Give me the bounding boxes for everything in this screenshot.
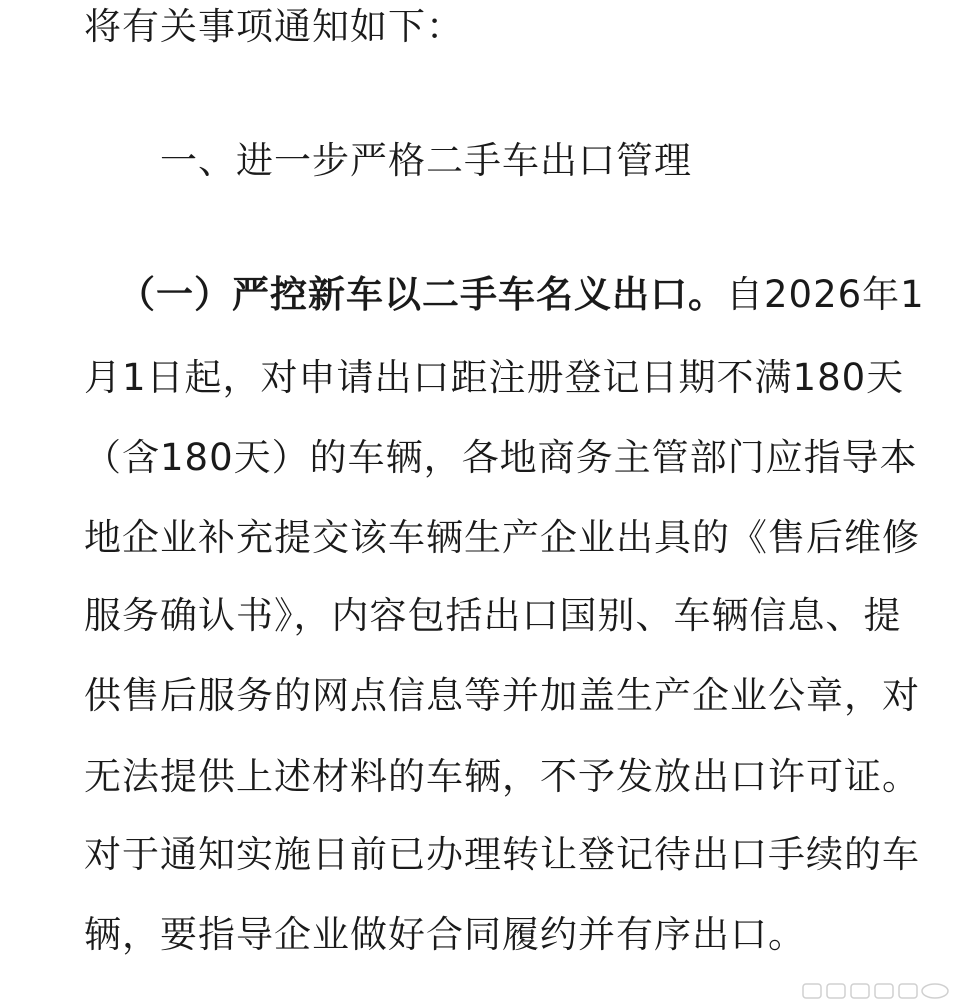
body-line-6: 无法提供上述材料的车辆，不予发放出口许可证。 <box>84 755 920 798</box>
body-line-0: 自2026年1 <box>726 273 925 316</box>
subsection-title: （一）严控新车以二手车名义出口。 <box>118 273 726 316</box>
subsection-first-line <box>118 270 925 320</box>
body-line-5: 供售后服务的网点信息等并加盖生产企业公章，对 <box>84 674 920 717</box>
body-line-4: 服务确认书》，内容包括出口国别、车辆信息、提 <box>84 594 902 637</box>
body-line-8: 辆，要指导企业做好合同履约并有序出口。 <box>84 913 806 956</box>
section-heading: 一、进一步严格二手车出口管理 <box>160 139 692 182</box>
intro-line: 将有关事项通知如下： <box>84 5 464 48</box>
body-line-2: （含180天）的车辆，各地商务主管部门应指导本 <box>84 436 918 479</box>
weibo-watermark-icon <box>801 980 951 1002</box>
body-line-3: 地企业补充提交该车辆生产企业出具的《售后维修 <box>84 516 920 559</box>
body-line-7: 对于通知实施日前已办理转让登记待出口手续的车 <box>84 833 920 876</box>
body-line-1: 月1日起，对申请出口距注册登记日期不满180天 <box>84 356 905 399</box>
